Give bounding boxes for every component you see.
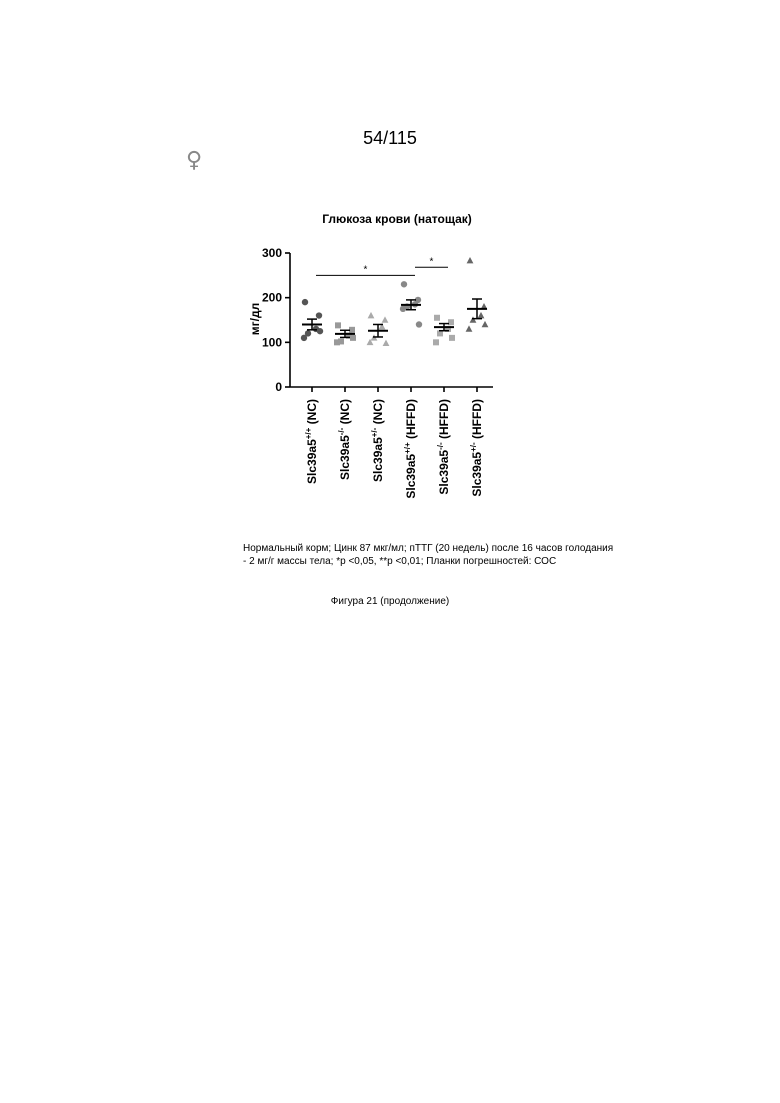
figure-label: Фигура 21 (продолжение): [0, 596, 780, 607]
data-point: [383, 340, 390, 346]
data-point: [448, 319, 454, 325]
data-point: [482, 321, 489, 327]
y-tick-label: 200: [262, 291, 282, 305]
page-number: 54/115: [0, 128, 780, 149]
data-point: [433, 339, 439, 345]
data-point: [382, 316, 389, 322]
data-point: [301, 335, 307, 341]
data-point: [317, 328, 323, 334]
data-point: [449, 335, 455, 341]
data-point: [302, 299, 308, 305]
y-axis-label: мг/дл: [248, 303, 262, 335]
significance-label: *: [364, 264, 368, 275]
x-tick-label: Slc39a5+/+ (HFFD): [403, 399, 418, 499]
y-tick-label: 100: [262, 335, 282, 349]
data-point: [434, 315, 440, 321]
y-tick-label: 0: [275, 380, 282, 394]
x-tick-label: Slc39a5+/+ (NC): [304, 399, 319, 484]
x-tick-label: Slc39a5-/- (NC): [337, 399, 352, 480]
data-point: [350, 335, 356, 341]
data-point: [467, 257, 474, 263]
female-symbol-icon: ♀: [186, 150, 202, 172]
caption-line-1: Нормальный корм; Цинк 87 мкг/мл; пТТГ (20 недель) после 16 часов голодания: [243, 542, 633, 555]
significance-label: *: [430, 256, 434, 267]
data-point: [335, 322, 341, 328]
data-point: [470, 316, 477, 322]
x-tick-label: Slc39a5-/- (HFFD): [436, 399, 451, 495]
data-point: [368, 312, 375, 318]
data-point: [466, 325, 473, 331]
x-tick-label: Slc39a5+/- (HFFD): [469, 399, 484, 497]
x-tick-label: Slc39a5+/- (NC): [370, 399, 385, 482]
data-point: [401, 281, 407, 287]
data-point: [478, 312, 485, 318]
data-point: [316, 312, 322, 318]
caption-line-2: - 2 мг/г массы тела; *р <0,05, **р <0,01; Планки погрешностей: СОС: [243, 555, 633, 568]
data-point: [334, 339, 340, 345]
data-point: [416, 321, 422, 327]
data-point: [400, 306, 406, 312]
y-tick-label: 300: [262, 246, 282, 260]
chart-title: Глюкоза крови (натощак): [322, 212, 472, 226]
glucose-chart: [0, 0, 780, 520]
figure-caption: [243, 542, 633, 568]
